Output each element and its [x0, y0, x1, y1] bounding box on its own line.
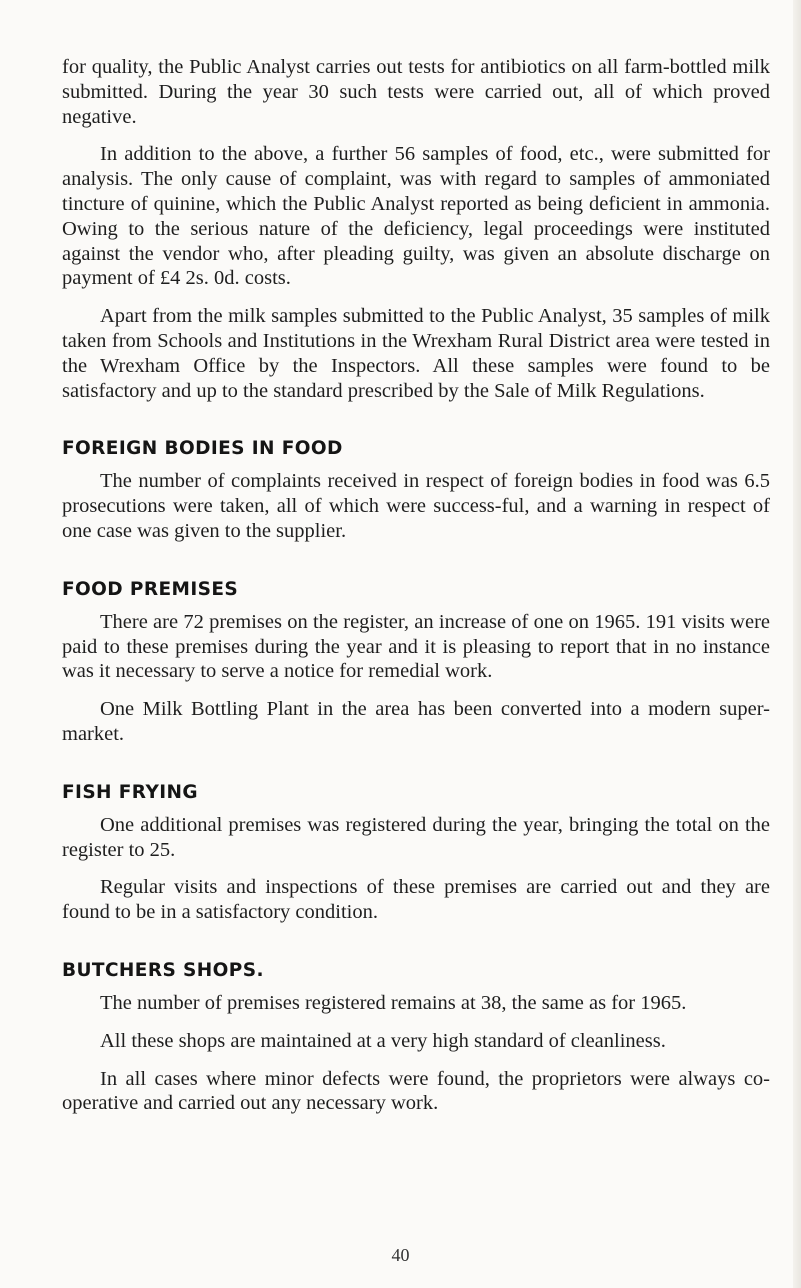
paragraph-foreign-bodies: The number of complaints received in respect of foreign bodies in food was 6.5 prosecutions were taken, all of which were success-ful, and a warning in respect of one case was given to the supplier. [62, 470, 770, 542]
paragraph-butchers-3: In all cases where minor defects were found, the proprietors were always co-operative and carried out any necessary work. [62, 1067, 770, 1115]
heading-fish-frying: FISH FRYING [62, 781, 198, 803]
paragraph-fish-frying-1: One additional premises was registered during the year, bringing the total on the register to 25. [62, 813, 770, 861]
paragraph-antibiotics: for quality, the Public Analyst carries out tests for antibiotics on all farm-bottled milk submitted. During the year 30 such tests were carried out, all of which proved negative. [62, 56, 770, 128]
paragraph-milk-samples: Apart from the milk samples submitted to the Public Analyst, 35 samples of milk taken from Schools and Institutions in the Wrexham Rural District area were tested in the Wrexham Office by the Inspectors. All these samples were found to be satisfactory and up to the standard prescribed by the Sale of Milk Regulations. [62, 305, 770, 402]
heading-foreign-bodies: FOREIGN BODIES IN FOOD [62, 438, 343, 460]
paragraph-food-samples: In addition to the above, a further 56 samples of food, etc., were submitted for analysis. The only cause of complaint, was with regard to samples of ammoniated tincture of quinine, which the Public Analyst reported as being deficient in ammonia. Owing to the serious nature of the deficiency, legal proceedings were instituted against the vendor who, after pleading guilty, was given an absolute discharge on payment of £4 2s. 0d. costs. [62, 143, 770, 290]
paragraph-food-premises-1: There are 72 premises on the register, an increase of one on 1965. 191 visits were paid to these premises during the year and it is pleasing to report that in no instance was it necessary to serve a notice for remedial work. [62, 610, 770, 683]
paragraph-food-premises-2: One Milk Bottling Plant in the area has been converted into a modern super-market. [62, 698, 770, 745]
heading-food-premises: FOOD PREMISES [62, 578, 239, 600]
document-page [62, 55, 770, 1116]
page-edge-shadow [793, 0, 801, 1288]
paragraph-butchers-1: The number of premises registered remains at 38, the same as for 1965. [100, 991, 687, 1014]
heading-butchers-shops: BUTCHERS SHOPS. [62, 959, 264, 981]
paragraph-butchers-2: All these shops are maintained at a very high standard of cleanliness. [100, 1029, 666, 1052]
page-number: 40 [391, 1245, 410, 1265]
paragraph-fish-frying-2: Regular visits and inspections of these premises are carried out and they are found to be in a satisfactory condition. [62, 876, 770, 924]
